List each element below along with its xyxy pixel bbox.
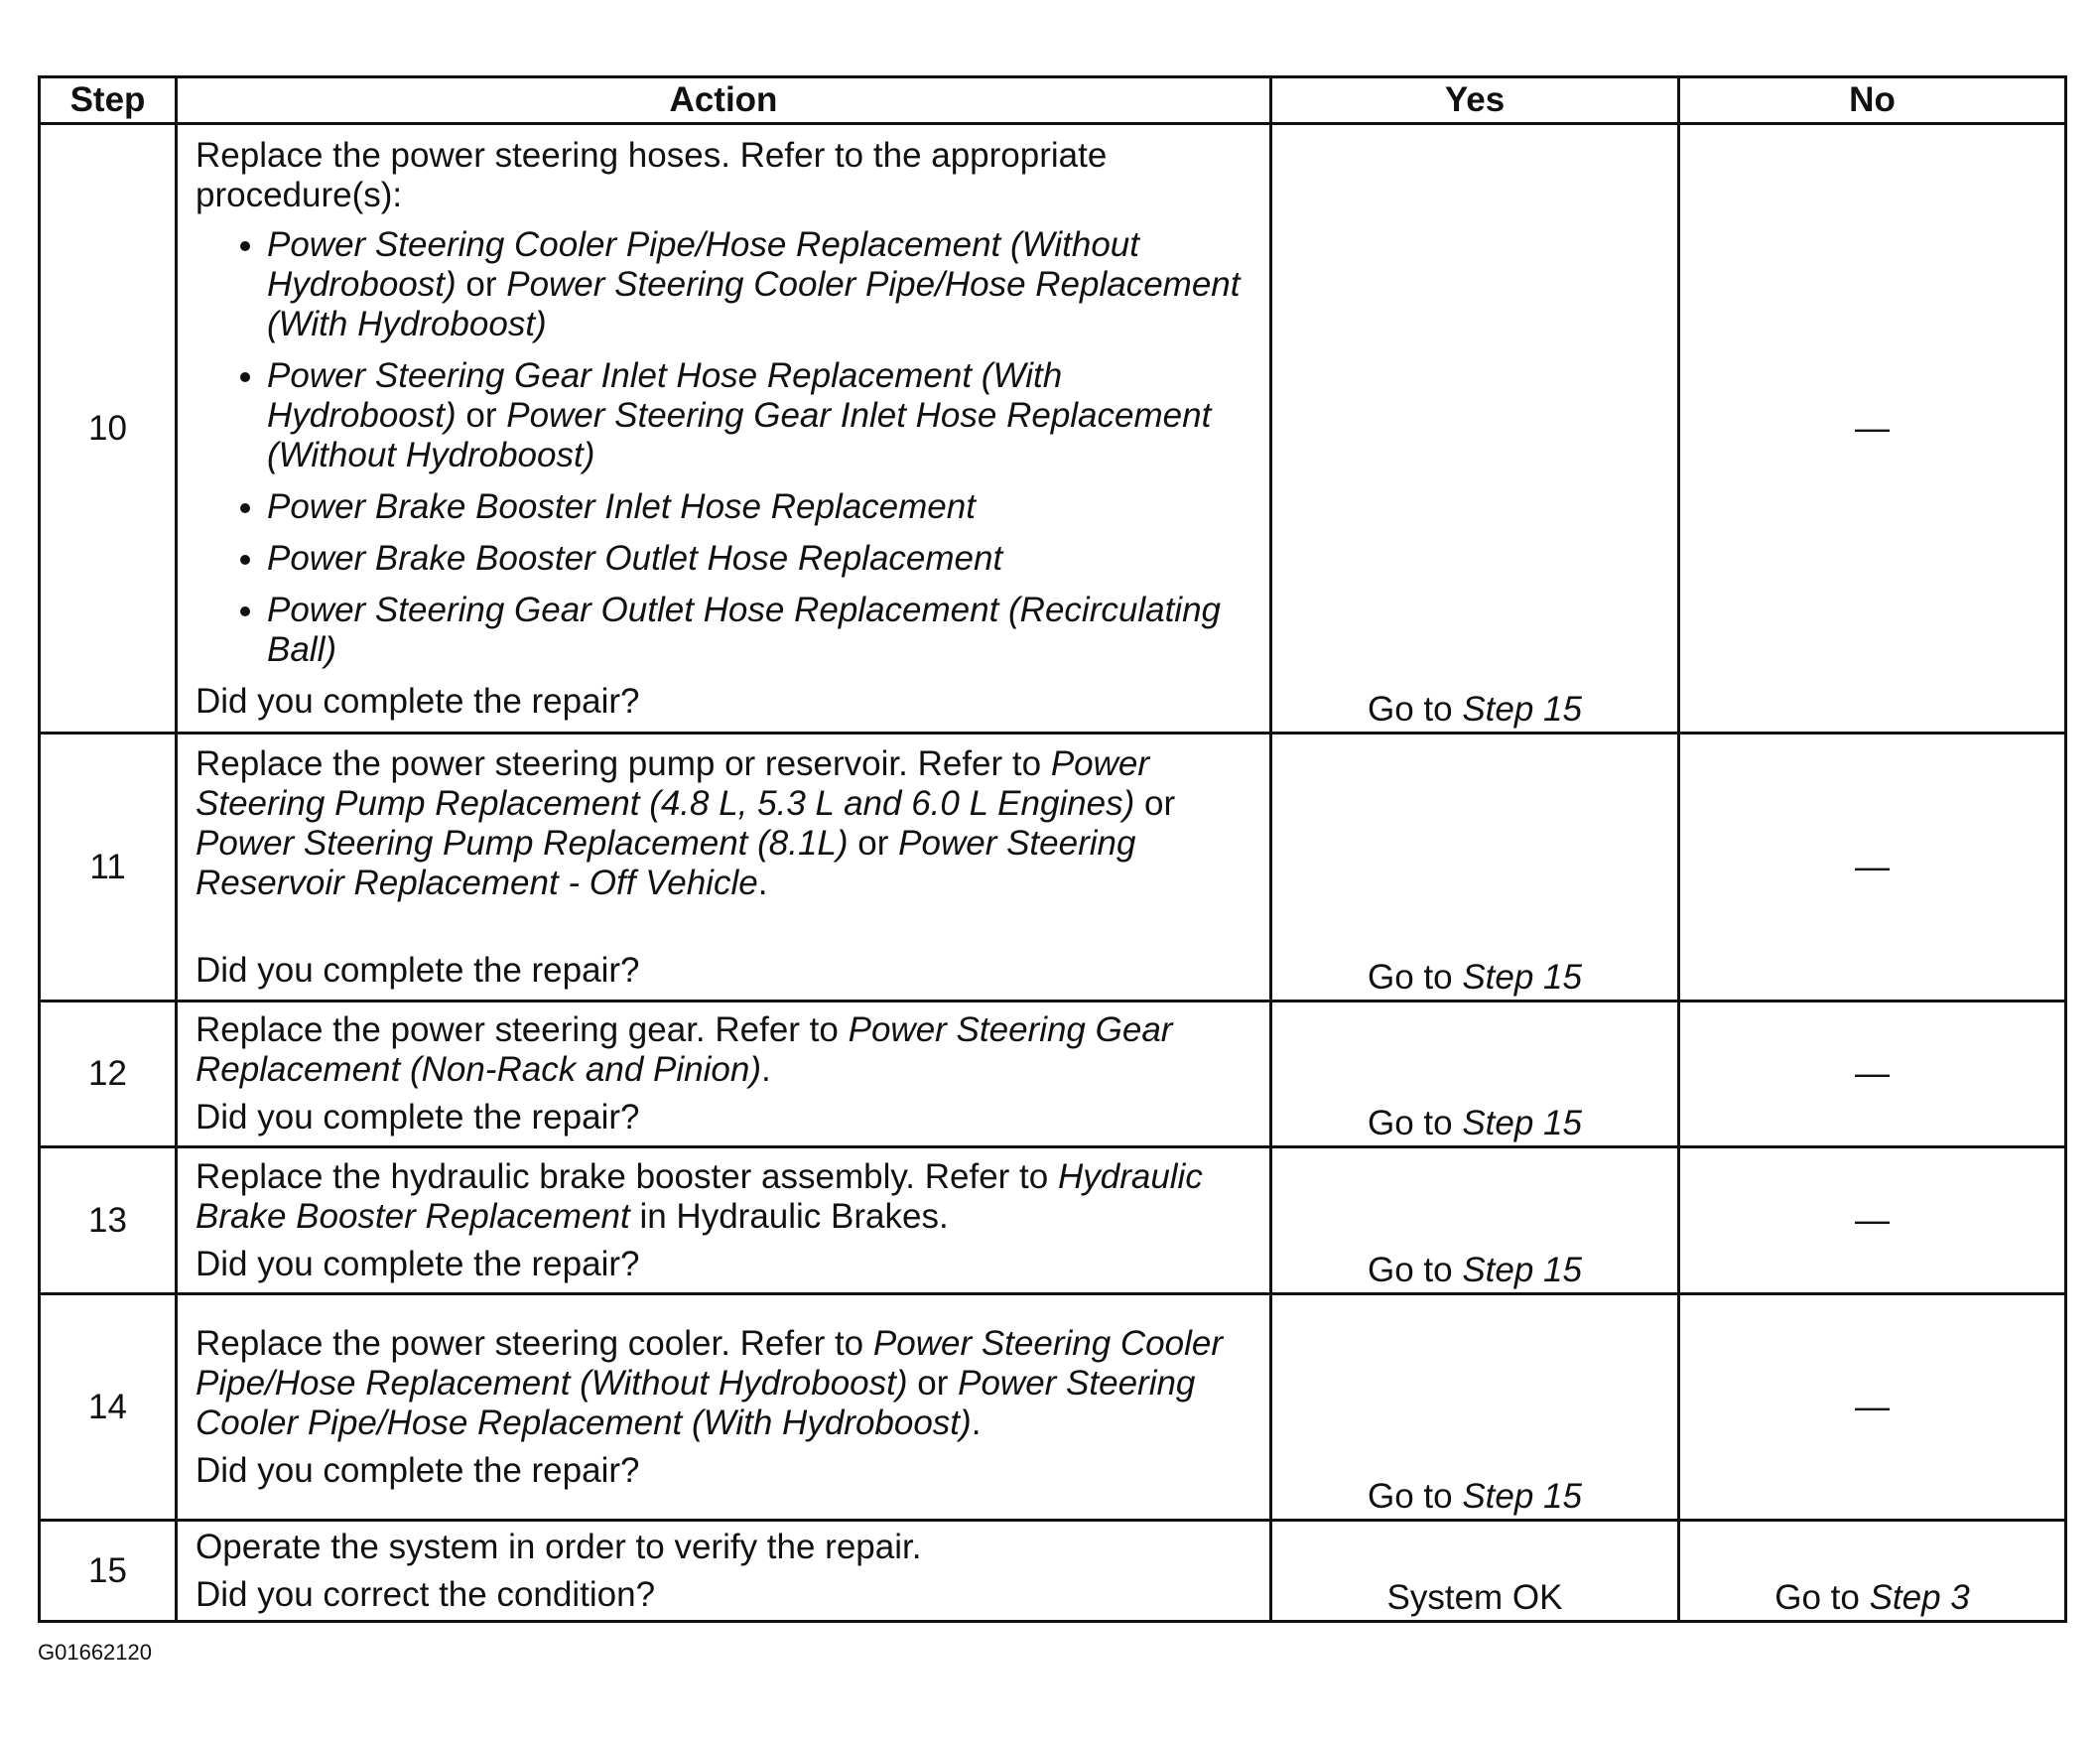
table-row (40, 1521, 2066, 1622)
action-question: Did you complete the repair? (196, 1098, 640, 1136)
no-cell (1679, 1002, 2066, 1147)
procedure-ref: Power Steering Pump Replacement (8.1L) (196, 823, 849, 863)
action-text: Replace the power steering pump or reservoir. Refer to (196, 743, 1051, 783)
yes-cell (1271, 124, 1679, 734)
procedure-ref: Power Steering Gear Outlet Hose Replacement (Recirculating Ball) (267, 590, 1221, 669)
procedure-list (196, 225, 1255, 670)
diagnostic-table (38, 75, 2067, 1623)
no-dash: — (1855, 1387, 1890, 1426)
procedure-ref: Power Steering Reservoir Replacement - Off Vehicle (196, 823, 1136, 902)
no-cell (1679, 1147, 2066, 1294)
action-text: . (757, 863, 768, 902)
action-text: Operate the system in order to verify the repair. (196, 1527, 922, 1566)
action-cell (177, 1002, 1271, 1147)
procedure-ref: Power Brake Booster Outlet Hose Replacement (267, 538, 1003, 578)
no-dash: — (1855, 1200, 1890, 1240)
table-row (40, 124, 2066, 734)
yes-prefix: Go to (1368, 1104, 1463, 1142)
step-link[interactable]: Step 3 (1869, 1578, 1970, 1617)
step-link[interactable]: Step 15 (1462, 1251, 1582, 1289)
step-link[interactable]: Step 15 (1462, 958, 1582, 997)
action-text: Replace the hydraulic brake booster assembly. Refer to (196, 1156, 1058, 1196)
header-action: Action (177, 77, 1271, 124)
list-item (267, 487, 1255, 527)
action-cell (177, 1294, 1271, 1521)
header-step: Step (40, 77, 177, 124)
procedure-ref: Power Steering Cooler Pipe/Hose Replacement (Without Hydroboost) (267, 224, 1139, 304)
table-row (40, 1147, 2066, 1294)
procedure-ref: Power Steering Pump Replacement (4.8 L, 5.3 L and 6.0 L Engines) (196, 743, 1150, 823)
yes-cell (1271, 1521, 1679, 1622)
table-row (40, 734, 2066, 1002)
yes-prefix: Go to (1368, 958, 1463, 997)
no-cell (1679, 124, 2066, 734)
no-cell (1679, 1294, 2066, 1521)
action-text: . (971, 1403, 982, 1442)
step-number: 10 (40, 124, 177, 734)
action-text: . (761, 1050, 771, 1089)
or-text: or (907, 1363, 959, 1403)
action-text: in Hydraulic Brakes. (629, 1196, 949, 1236)
action-text: Replace the power steering cooler. Refer to (196, 1323, 873, 1363)
step-number: 15 (40, 1521, 177, 1622)
action-question: Did you complete the repair? (196, 950, 640, 990)
step-number: 11 (40, 734, 177, 1002)
step-number: 12 (40, 1002, 177, 1147)
step-link[interactable]: Step 15 (1462, 1104, 1582, 1142)
figure-id: G01662120 (38, 1640, 152, 1665)
header-no: No (1679, 77, 2066, 124)
list-item (267, 225, 1255, 344)
yes-cell (1271, 1294, 1679, 1521)
action-question: Did you correct the condition? (196, 1574, 656, 1614)
yes-prefix: Go to (1368, 690, 1463, 729)
procedure-ref: Hydraulic Brake Booster Replacement (196, 1156, 1203, 1236)
list-item (267, 356, 1255, 475)
step-link[interactable]: Step 15 (1462, 690, 1582, 729)
step-number: 14 (40, 1294, 177, 1521)
yes-prefix: Go to (1368, 1477, 1463, 1516)
system-ok-text: System OK (1386, 1578, 1563, 1617)
header-row (40, 77, 2066, 124)
procedure-ref: Power Steering Cooler Pipe/Hose Replacement (Without Hydroboost) (196, 1323, 1224, 1403)
step-link[interactable]: Step 15 (1462, 1477, 1582, 1516)
no-dash: — (1855, 847, 1890, 886)
yes-cell (1271, 1147, 1679, 1294)
action-question: Did you complete the repair? (196, 681, 640, 721)
no-dash: — (1855, 408, 1890, 448)
list-item (267, 539, 1255, 579)
procedure-ref: Power Steering Gear Replacement (Non-Rack and Pinion) (196, 1010, 1173, 1089)
procedure-ref: Power Brake Booster Inlet Hose Replacement (267, 486, 976, 526)
or-text: or (848, 823, 899, 863)
no-cell (1679, 734, 2066, 1002)
header-yes: Yes (1271, 77, 1679, 124)
yes-prefix: Go to (1368, 1251, 1463, 1289)
procedure-ref: Power Steering Cooler Pipe/Hose Replacement (With Hydroboost) (267, 264, 1241, 343)
action-intro: Replace the power steering hoses. Refer to the appropriate procedure(s): (196, 135, 1108, 214)
procedure-ref: Power Steering Gear Inlet Hose Replacement (With Hydroboost) (267, 355, 1063, 435)
step-number: 13 (40, 1147, 177, 1294)
no-prefix: Go to (1774, 1578, 1870, 1617)
procedure-ref: Power Steering Cooler Pipe/Hose Replacement (With Hydroboost) (196, 1363, 1196, 1442)
action-text: Replace the power steering gear. Refer to (196, 1010, 849, 1049)
list-item (267, 591, 1255, 670)
action-cell (177, 1521, 1271, 1622)
action-cell (177, 124, 1271, 734)
action-cell (177, 734, 1271, 1002)
procedure-ref: Power Steering Gear Inlet Hose Replacement (Without Hydroboost) (267, 395, 1212, 474)
table-row (40, 1294, 2066, 1521)
no-dash: — (1855, 1054, 1890, 1093)
or-text: or (1134, 783, 1176, 823)
or-text: or (456, 264, 507, 304)
or-text: or (456, 395, 507, 435)
yes-cell (1271, 734, 1679, 1002)
action-question: Did you complete the repair? (196, 1450, 640, 1490)
no-cell (1679, 1521, 2066, 1622)
action-cell (177, 1147, 1271, 1294)
yes-cell (1271, 1002, 1679, 1147)
action-question: Did you complete the repair? (196, 1244, 640, 1283)
table-row (40, 1002, 2066, 1147)
